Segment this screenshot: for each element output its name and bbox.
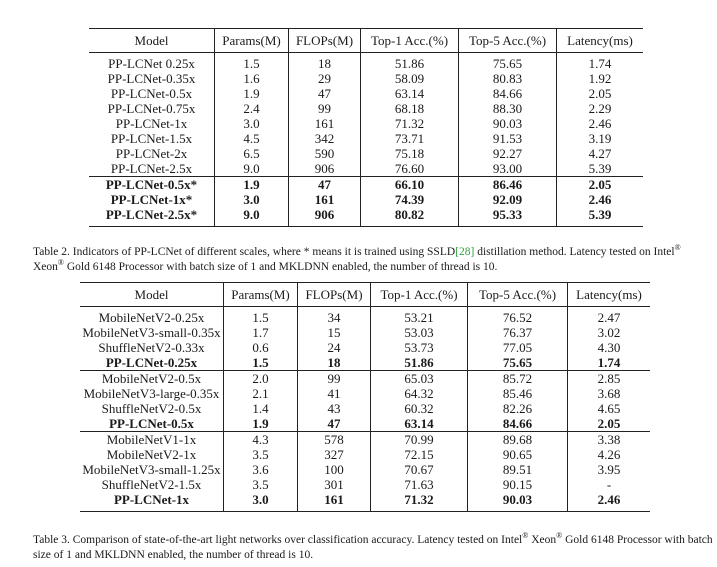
cell-params: 2.1 <box>224 386 298 401</box>
cell-top5: 89.51 <box>468 462 568 477</box>
table-row <box>80 401 650 416</box>
cell-flops: 47 <box>289 177 361 193</box>
cell-flops: 342 <box>289 131 361 146</box>
cell-flops: 41 <box>298 386 371 401</box>
cell-flops: 15 <box>298 325 371 340</box>
header-latency: Latency(ms) <box>557 29 644 53</box>
cell-model: MobileNetV2-0.5x <box>80 371 224 387</box>
cell-latency: 3.02 <box>568 325 651 340</box>
table-row <box>80 447 650 462</box>
registered-mark: ® <box>674 243 681 253</box>
header-flops: FLOPs(M) <box>298 283 371 307</box>
caption-text: Gold 6148 Processor with batch size of 1 and MKLDNN enabled, the number of thread is 10. <box>33 534 713 561</box>
table-3-body <box>80 307 650 512</box>
cell-top5: 88.30 <box>459 101 557 116</box>
caption-text: Xeon <box>528 534 557 546</box>
cell-flops: 29 <box>289 71 361 86</box>
cell-model: MobileNetV2-0.25x <box>98 310 205 325</box>
cell-latency: 2.05 <box>568 416 651 432</box>
cell-flops: 301 <box>298 477 371 492</box>
cell-latency: 4.65 <box>568 401 651 416</box>
table-2-caption <box>33 245 703 275</box>
cell-params: 9.0 <box>215 207 289 227</box>
cell-latency: 2.47 <box>568 307 651 326</box>
cell-top5: 90.65 <box>468 447 568 462</box>
cell-top1: 63.14 <box>371 416 468 432</box>
cell-flops: 590 <box>289 146 361 161</box>
cell-flops: 161 <box>289 116 361 131</box>
cell-flops: 906 <box>289 161 361 177</box>
cell-params: 2.4 <box>215 101 289 116</box>
table-3 <box>80 282 650 512</box>
cell-top5: 92.27 <box>459 146 557 161</box>
cell-params: 1.6 <box>215 71 289 86</box>
cell-params: 1.9 <box>215 177 289 193</box>
table-row <box>89 207 643 227</box>
header-top1: Top-1 Acc.(%) <box>361 29 459 53</box>
table-header-row <box>89 29 643 53</box>
cell-top5: 80.83 <box>459 71 557 86</box>
caption-text: distillation method. Latency tested on Intel <box>474 246 675 258</box>
cell-params: 1.7 <box>224 325 298 340</box>
cell-flops: 161 <box>298 492 371 512</box>
cell-latency: 2.05 <box>557 177 644 193</box>
table-2 <box>89 28 643 227</box>
table-row <box>89 116 643 131</box>
cell-params: 4.5 <box>215 131 289 146</box>
header-flops: FLOPs(M) <box>289 29 361 53</box>
cell-top5: 85.72 <box>468 371 568 387</box>
table-header-row <box>80 283 650 307</box>
header-params: Params(M) <box>224 283 298 307</box>
table-row <box>89 53 643 72</box>
table-row <box>80 416 650 432</box>
cell-top1: 53.21 <box>371 307 468 326</box>
cell-top1: 66.10 <box>361 177 459 193</box>
cell-top5: 85.46 <box>468 386 568 401</box>
cell-flops: 161 <box>289 192 361 207</box>
cell-top5: 90.03 <box>459 116 557 131</box>
cell-params: 3.5 <box>224 477 298 492</box>
cell-model: PP-LCNet-1x <box>113 492 190 507</box>
cell-params: 3.6 <box>224 462 298 477</box>
cell-model: PP-LCNet-0.5x <box>110 86 193 101</box>
table-row <box>89 71 643 86</box>
cell-latency: 3.38 <box>568 432 651 448</box>
cell-model: MobileNetV1-1x <box>80 432 224 448</box>
cell-params: 1.5 <box>215 53 289 72</box>
cell-top1: 65.03 <box>371 371 468 387</box>
cell-params: 3.5 <box>224 447 298 462</box>
cell-flops: 24 <box>298 340 371 355</box>
cell-latency: 3.68 <box>568 386 651 401</box>
cell-latency: 2.46 <box>557 116 644 131</box>
header-model: Model <box>89 29 215 53</box>
cell-top1: 63.14 <box>361 86 459 101</box>
cell-latency: 4.27 <box>557 146 644 161</box>
caption-text: Xeon <box>33 261 58 273</box>
table-row <box>80 355 650 371</box>
cell-top1: 53.03 <box>371 325 468 340</box>
registered-mark: ® <box>556 531 563 541</box>
table-3-caption <box>33 533 713 563</box>
cell-model: PP-LCNet-0.25x <box>105 355 198 370</box>
cell-params: 1.9 <box>215 86 289 101</box>
cell-top1: 71.32 <box>361 116 459 131</box>
cell-top1: 80.82 <box>361 207 459 227</box>
cell-top5: 90.15 <box>468 477 568 492</box>
cell-latency: 2.85 <box>568 371 651 387</box>
table-row <box>80 477 650 492</box>
cell-latency: 5.39 <box>557 161 644 177</box>
cell-top5: 90.03 <box>468 492 568 512</box>
cell-top1: 51.86 <box>361 53 459 72</box>
cell-model: MobileNetV3-small-1.25x <box>82 462 221 477</box>
cell-top1: 51.86 <box>371 355 468 371</box>
caption-text: Table 3. Comparison of state-of-the-art light networks over classification accuracy. Latency tested on Intel <box>33 534 523 546</box>
table-row <box>89 131 643 146</box>
registered-mark: ® <box>57 258 64 268</box>
cell-model: PP-LCNet-1.5x <box>110 131 193 146</box>
cell-flops: 18 <box>298 355 371 371</box>
cell-params: 3.0 <box>215 116 289 131</box>
cell-latency: 3.19 <box>557 131 644 146</box>
cell-flops: 578 <box>298 432 371 448</box>
table-2-body <box>89 53 643 227</box>
table-row <box>89 161 643 177</box>
header-top5: Top-5 Acc.(%) <box>468 283 568 307</box>
cell-flops: 99 <box>298 371 371 387</box>
cell-top5: 89.68 <box>468 432 568 448</box>
table-row <box>80 307 650 326</box>
cell-flops: 327 <box>298 447 371 462</box>
cell-latency: 4.30 <box>568 340 651 355</box>
cell-latency: 5.39 <box>557 207 644 227</box>
cell-top1: 70.67 <box>371 462 468 477</box>
cell-top1: 76.60 <box>361 161 459 177</box>
cell-top1: 60.32 <box>371 401 468 416</box>
cell-params: 3.0 <box>224 492 298 512</box>
cell-model: PP-LCNet-1x <box>115 116 188 131</box>
cell-params: 1.4 <box>224 401 298 416</box>
cell-model: PP-LCNet-2.5x <box>110 161 193 176</box>
cell-top5: 92.09 <box>459 192 557 207</box>
cell-latency: 2.05 <box>557 86 644 101</box>
cell-params: 4.3 <box>224 432 298 448</box>
cell-latency: 2.46 <box>568 492 651 512</box>
cell-params: 1.9 <box>224 416 298 432</box>
cell-top5: 93.00 <box>459 161 557 177</box>
cell-flops: 18 <box>289 53 361 72</box>
table-row <box>80 462 650 477</box>
cell-latency: 4.26 <box>568 447 651 462</box>
cell-flops: 100 <box>298 462 371 477</box>
caption-text: Table 2. Indicators of PP-LCNet of different scales, where * means it is trained using SSLD <box>33 246 456 258</box>
cell-model: ShuffleNetV2-0.33x <box>98 340 205 355</box>
cell-model: PP-LCNet 0.25x <box>108 56 195 71</box>
cell-flops: 43 <box>298 401 371 416</box>
cell-top5: 86.46 <box>459 177 557 193</box>
cell-top1: 58.09 <box>361 71 459 86</box>
cell-top1: 71.63 <box>371 477 468 492</box>
cell-model: PP-LCNet-2x <box>115 146 188 161</box>
cell-flops: 47 <box>289 86 361 101</box>
cell-params: 6.5 <box>215 146 289 161</box>
cell-top1: 53.73 <box>371 340 468 355</box>
cell-top1: 68.18 <box>361 101 459 116</box>
cell-top5: 84.66 <box>459 86 557 101</box>
cell-params: 2.0 <box>224 371 298 387</box>
table-row <box>80 432 650 448</box>
table-row <box>80 325 650 340</box>
cell-model: PP-LCNet-0.35x <box>107 71 196 86</box>
cell-top5: 82.26 <box>468 401 568 416</box>
cell-model: MobileNetV2-1x <box>106 447 197 462</box>
table-row <box>89 177 643 193</box>
cell-model: PP-LCNet-2.5x* <box>105 207 198 222</box>
cell-model: PP-LCNet-0.75x <box>107 101 196 116</box>
caption-text: Gold 6148 Processor with batch size of 1 and MKLDNN enabled, the number of thread is 10. <box>64 261 498 273</box>
header-model: Model <box>80 283 224 307</box>
registered-mark: ® <box>522 531 529 541</box>
cell-params: 3.0 <box>215 192 289 207</box>
cell-top1: 72.15 <box>371 447 468 462</box>
cell-model: MobileNetV3-large-0.35x <box>83 386 220 401</box>
cell-flops: 47 <box>298 416 371 432</box>
cell-params: 1.5 <box>224 355 298 371</box>
cell-top1: 71.32 <box>371 492 468 512</box>
cell-params: 0.6 <box>224 340 298 355</box>
header-top5: Top-5 Acc.(%) <box>459 29 557 53</box>
table-row <box>89 146 643 161</box>
cell-latency: 2.46 <box>557 192 644 207</box>
header-top1: Top-1 Acc.(%) <box>371 283 468 307</box>
table-row <box>80 340 650 355</box>
table-row <box>89 86 643 101</box>
cell-top1: 73.71 <box>361 131 459 146</box>
cell-latency: 1.74 <box>568 355 651 371</box>
cell-model: PP-LCNet-0.5x <box>109 416 194 431</box>
cell-top1: 74.39 <box>361 192 459 207</box>
cell-latency: 2.29 <box>557 101 644 116</box>
cell-top5: 76.52 <box>468 307 568 326</box>
cell-params: 9.0 <box>215 161 289 177</box>
table-row <box>80 492 650 512</box>
table-row <box>89 101 643 116</box>
table-row <box>80 386 650 401</box>
cell-latency: - <box>568 477 651 492</box>
cell-top1: 70.99 <box>371 432 468 448</box>
cell-top5: 91.53 <box>459 131 557 146</box>
cell-top5: 75.65 <box>459 53 557 72</box>
cell-top5: 95.33 <box>459 207 557 227</box>
cell-model: PP-LCNet-0.5x* <box>89 177 215 193</box>
cell-model: PP-LCNet-1x* <box>110 192 193 207</box>
cell-latency: 1.92 <box>557 71 644 86</box>
header-latency: Latency(ms) <box>568 283 651 307</box>
cell-latency: 1.74 <box>557 53 644 72</box>
cell-top5: 75.65 <box>468 355 568 371</box>
cell-flops: 34 <box>298 307 371 326</box>
header-params: Params(M) <box>215 29 289 53</box>
cell-params: 1.5 <box>224 307 298 326</box>
cell-model: MobileNetV3-small-0.35x <box>82 325 221 340</box>
cell-top5: 76.37 <box>468 325 568 340</box>
cell-flops: 99 <box>289 101 361 116</box>
cell-top5: 77.05 <box>468 340 568 355</box>
cell-top1: 64.32 <box>371 386 468 401</box>
cell-top1: 75.18 <box>361 146 459 161</box>
cell-top5: 84.66 <box>468 416 568 432</box>
table-row <box>89 192 643 207</box>
citation-link[interactable]: [28] <box>455 246 475 258</box>
cell-model: ShuffleNetV2-1.5x <box>101 477 202 492</box>
cell-latency: 3.95 <box>568 462 651 477</box>
cell-model: ShuffleNetV2-0.5x <box>101 401 202 416</box>
table-row <box>80 371 650 387</box>
cell-flops: 906 <box>289 207 361 227</box>
